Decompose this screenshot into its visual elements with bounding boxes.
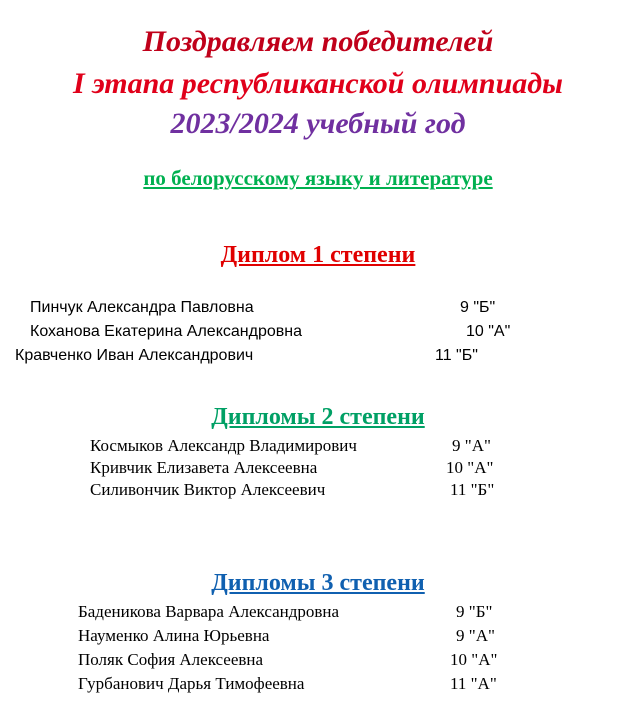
winner-class: 9 "Б"	[460, 299, 496, 316]
winner-name: Коханова Екатерина Александровна	[30, 323, 302, 340]
diploma-2-heading: Дипломы 2 степени	[211, 404, 425, 430]
winner-class: 11 "А"	[450, 674, 497, 693]
winner-name: Науменко Алина Юрьевна	[78, 626, 270, 645]
winner-class: 10 "А"	[446, 458, 494, 477]
winner-class: 9 "А"	[456, 626, 495, 645]
winner-name: Кривчик Елизавета Алексеевна	[90, 458, 318, 477]
title-line-2: I этапа республиканской олимпиады	[73, 67, 563, 100]
title-line-1: Поздравляем победителей	[142, 25, 494, 58]
winner-name: Поляк София Алексеевна	[78, 650, 264, 669]
winner-class: 11 "Б"	[450, 480, 495, 499]
title-line-3: 2023/2024 учебный год	[170, 107, 466, 140]
winner-name: Кравченко Иван Александрович	[15, 347, 254, 364]
winner-class: 9 "Б"	[456, 602, 493, 621]
diploma-1-heading: Диплом 1 степени	[220, 242, 416, 268]
winner-name: Баденикова Варвара Александровна	[78, 602, 340, 621]
winner-name: Космыков Александр Владимирович	[90, 436, 357, 455]
winner-name: Силивончик Виктор Алексеевич	[90, 480, 326, 499]
winner-class: 11 "Б"	[435, 347, 478, 364]
winner-class: 9 "А"	[452, 436, 491, 455]
winner-name: Пинчук Александра Павловна	[30, 299, 254, 316]
diploma-3-heading: Дипломы 3 степени	[211, 570, 425, 596]
winner-name: Гурбанович Дарья Тимофеевна	[78, 674, 305, 693]
subject-heading: по белорусскому языку и литературе	[143, 166, 493, 190]
winner-class: 10 "А"	[450, 650, 498, 669]
winner-class: 10 "А"	[466, 323, 511, 340]
